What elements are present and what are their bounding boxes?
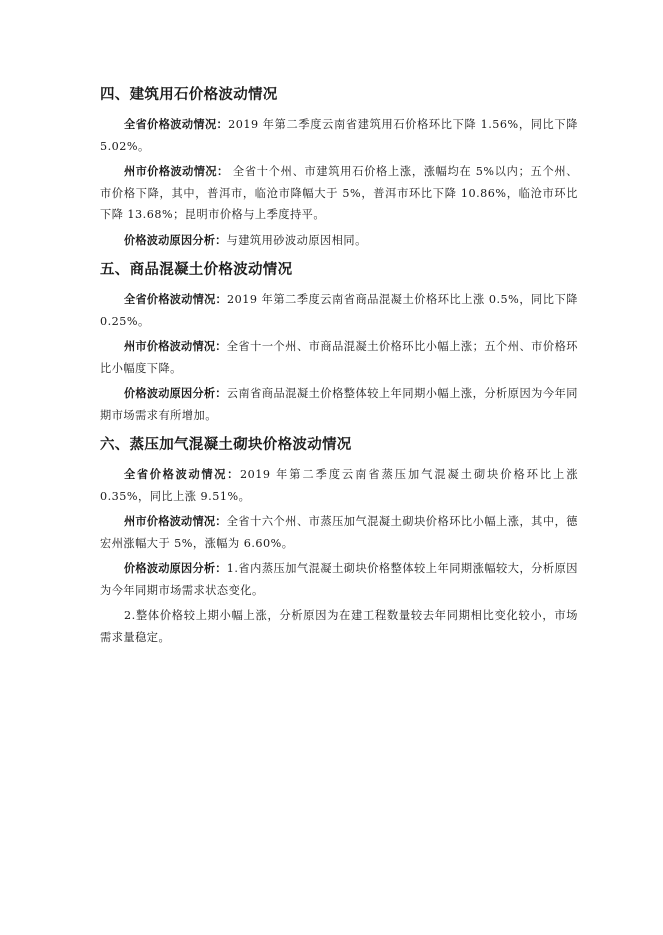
paragraph-lead: 全省价格波动情况：	[124, 293, 227, 306]
paragraph-text: 云南省商品混凝土价格整体较上年同期小幅上涨，分析原因为今年同期市场需求有所增加。	[100, 387, 578, 422]
paragraph	[100, 230, 578, 252]
paragraph-text: 全省十六个州、市蒸压加气混凝土砌块价格环比小幅上涨，其中，德宏州涨幅大于 5%，涨幅为 6.60%。	[100, 515, 578, 550]
paragraph-lead: 州市价格波动情况：	[124, 165, 229, 178]
paragraph	[100, 464, 578, 507]
paragraph-text: 2019 年第二季度云南省蒸压加气混凝土砌块价格环比上涨 0.35%，同比上涨 9.51%。	[100, 468, 579, 503]
section-heading-stone: 四、建筑用石价格波动情况	[100, 87, 278, 103]
paragraph-text: 2.整体价格较上期小幅上涨，分析原因为在建工程数量较去年同期相比变化较小，市场需求量稳定。	[100, 609, 578, 644]
paragraph	[100, 161, 578, 226]
paragraph	[100, 511, 578, 554]
section-heading-concrete: 五、商品混凝土价格波动情况	[100, 262, 293, 278]
paragraph-lead: 价格波动原因分析：	[124, 387, 227, 400]
paragraph-text: 1.省内蒸压加气混凝土砌块价格整体较上年同期涨幅较大，分析原因为今年同期市场需求状态变化。	[100, 562, 578, 597]
paragraph-text: 2019 年第二季度云南省建筑用石价格环比下降 1.56%，同比下降 5.02%。	[100, 118, 578, 153]
paragraph	[100, 336, 578, 379]
paragraph-text: 与建筑用砂波动原因相同。	[226, 233, 367, 247]
paragraph-lead: 价格波动原因分析：	[124, 562, 227, 575]
paragraph-lead: 全省价格波动情况：	[124, 118, 229, 131]
paragraph-lead: 价格波动原因分析：	[124, 233, 227, 247]
document-body	[100, 84, 578, 648]
paragraph	[100, 605, 578, 648]
paragraph	[100, 114, 578, 157]
paragraph-lead: 全省价格波动情况：	[124, 468, 241, 481]
paragraph-text: 2019 年第二季度云南省商品混凝土价格环比上涨 0.5%，同比下降 0.25%。	[100, 293, 578, 328]
section-heading-aerated-block: 六、蒸压加气混凝土砌块价格波动情况	[100, 437, 352, 453]
paragraph-text: 全省十一个州、市商品混凝土价格环比小幅上涨；五个州、市价格环比小幅度下降。	[100, 340, 578, 375]
paragraph-text: 全省十个州、市建筑用石价格上涨，涨幅均在 5%以内；五个州、市价格下降，其中，普洱市，临沧市降幅大于 5%，普洱市环比下降 10.86%，临沧市环比下降 13.68%；昆明市价格与上季度持平。	[100, 165, 578, 221]
paragraph	[100, 289, 578, 332]
paragraph	[100, 383, 578, 426]
paragraph	[100, 558, 578, 601]
paragraph-lead: 州市价格波动情况：	[124, 340, 227, 353]
paragraph-lead: 州市价格波动情况：	[124, 515, 227, 528]
